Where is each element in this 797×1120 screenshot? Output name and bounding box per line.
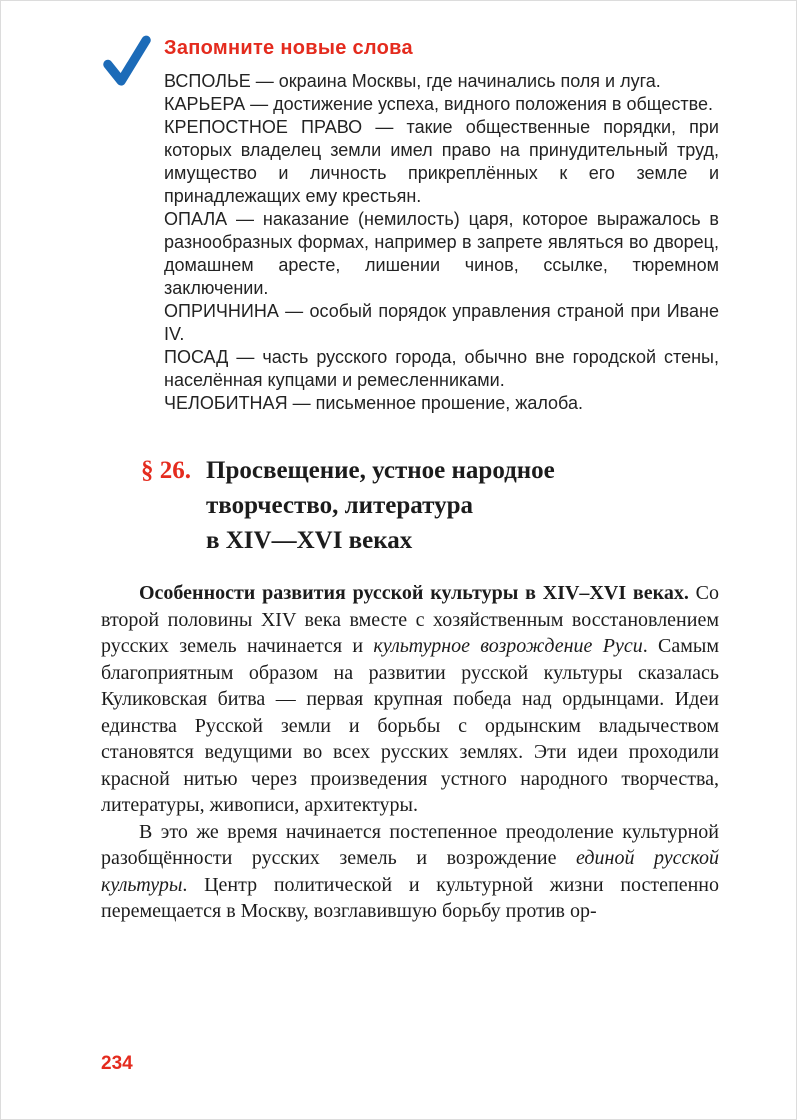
vocab-section [164, 37, 719, 415]
paragraph-lead: Особенности развития русской культуры в XIV–XVI веках. [139, 582, 689, 604]
vocab-entry [164, 70, 719, 93]
section-title [206, 453, 555, 558]
italic-phrase: культурное возрождение Руси [373, 635, 643, 657]
paragraph [101, 819, 719, 925]
page-content [101, 37, 719, 925]
vocab-entry [164, 208, 719, 300]
vocab-entry [164, 346, 719, 392]
paragraph [101, 580, 719, 819]
section-number: § 26. [141, 457, 191, 484]
vocab-definition: — письменное прошение, жалоба. [292, 393, 583, 413]
vocab-entry [164, 300, 719, 346]
vocab-heading: Запомните новые слова [164, 37, 413, 59]
vocab-term: ПОСАД [164, 347, 229, 367]
vocab-entry [164, 93, 719, 116]
body-text [101, 580, 719, 925]
vocab-term: ОПРИЧНИНА [164, 301, 279, 321]
section-title-line: в XIV—XVI веках [206, 527, 413, 554]
vocab-term: ЧЕЛОБИТНАЯ [164, 393, 288, 413]
vocab-definition: — достижение успеха, видного положения в обществе. [250, 94, 714, 114]
page-number: 234 [101, 1053, 133, 1074]
paragraph-text: В это же время начинается постепенное преодоление культурной разобщённости русских земель и возрождение [101, 820, 719, 869]
section-title-line: Просвещение, устное народное [206, 457, 555, 484]
paragraph-text: Со второй половины XIV века вместе с хозяйственным восстановлением русских земель начинается и [101, 582, 719, 657]
vocab-term: ОПАЛА [164, 209, 228, 229]
vocab-definition: — наказание (немилость) царя, которое выражалось в разнообразных формах, например в запрете являться во дворец, домашнем аресте, лишении чинов, ссылке, тюремном заключении. [164, 209, 719, 298]
paragraph-text: . Самым благоприятным образом на развитии русской культуры сказалась Куликовская битва — первая крупная победа над ордынцами. Идеи единства Русской земли и борьбы с ордынским владычеством становятся ведущими во всех русских землях. Эти идеи проходили красной нитью через произведения устного народного творчества, литературы, живописи, архитектуры. [101, 635, 719, 816]
paragraph-text: . Центр политической и культурной жизни постепенно перемещается в Москву, возглавившую борьбу против ор- [101, 873, 719, 922]
vocab-term: ВСПОЛЬЕ [164, 71, 251, 91]
vocab-term: КРЕПОСТНОЕ ПРАВО [164, 117, 363, 137]
vocab-definition: — особый порядок управления страной при Иване IV. [164, 301, 719, 344]
section-title-line: творчество, литература [206, 492, 474, 519]
vocab-term: КАРЬЕРА [164, 94, 246, 114]
checkmark-icon [102, 33, 152, 89]
vocab-definition: — окраина Москвы, где начинались поля и луга. [255, 71, 661, 91]
vocab-definition: — часть русского города, обычно вне городской стены, населённая купцами и ремесленниками. [164, 347, 719, 390]
vocab-entry [164, 116, 719, 208]
section-heading [141, 453, 719, 558]
italic-phrase: единой русской культуры [101, 847, 719, 896]
vocab-entry [164, 392, 719, 415]
vocab-definition: — такие общественные порядки, при которых владелец земли имел право на принудительный труд, имущество и личность прикреплённых к его земле и принадлежащих ему крестьян. [164, 117, 719, 206]
